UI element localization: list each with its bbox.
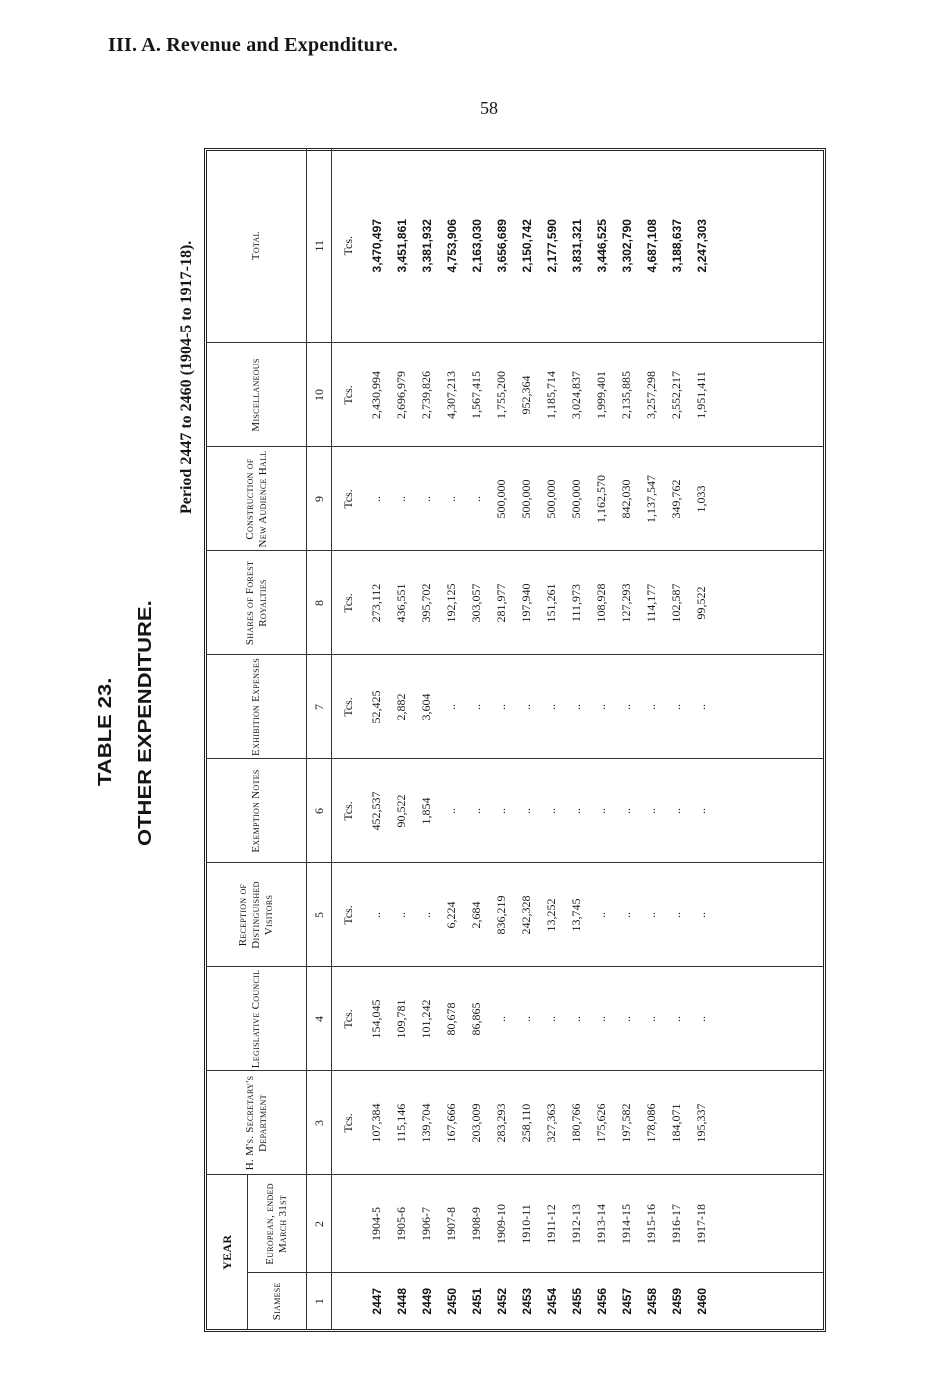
value-cell: 114,177	[639, 551, 664, 655]
value-cell: 2,430,994	[364, 343, 389, 447]
col-header-7: Exhibition Expenses	[207, 655, 307, 759]
total-cell: 3,831,321	[564, 149, 589, 343]
siamese-year-cell: 2449	[419, 1287, 434, 1315]
value-cell: 111,973	[564, 551, 589, 655]
value-cell: 2,552,217	[664, 343, 689, 447]
unit-label	[332, 1175, 365, 1273]
value-cell: ..	[439, 655, 464, 759]
value-cell: ..	[664, 967, 689, 1071]
value-cell: 2,684	[464, 863, 489, 967]
european-year-cell: 1917-18	[689, 1175, 714, 1273]
value-cell: 6,224	[439, 863, 464, 967]
value-cell: 197,582	[614, 1071, 639, 1175]
value-cell: 273,112	[364, 551, 389, 655]
siamese-year-cell: 2460	[694, 1287, 709, 1315]
value-cell: ..	[614, 967, 639, 1071]
unit-label: Tcs.	[332, 655, 365, 759]
total-cell: 3,381,932	[414, 149, 439, 343]
col-header-5: Reception of Distinguished Visitors	[207, 863, 307, 967]
value-cell: ..	[589, 759, 614, 863]
empty-cell	[714, 759, 823, 863]
value-cell: 1,137,547	[639, 447, 664, 551]
value-cell: 86,865	[464, 967, 489, 1071]
siamese-year-cell: 2454	[544, 1287, 559, 1315]
value-cell: ..	[664, 863, 689, 967]
european-year-cell: 1909-10	[489, 1175, 514, 1273]
value-cell: 452,537	[364, 759, 389, 863]
value-cell: 436,551	[389, 551, 414, 655]
european-year-cell: 1910-11	[514, 1175, 539, 1273]
value-cell: ..	[489, 759, 514, 863]
col-header-6: Exemption Notes	[207, 759, 307, 863]
siamese-year-cell: 2447	[369, 1287, 384, 1315]
col-number: 6	[307, 759, 332, 863]
value-cell: 395,702	[414, 551, 439, 655]
col-header-8: Shares of Forest Royalties	[207, 551, 307, 655]
european-year-cell: 1911-12	[539, 1175, 564, 1273]
value-cell: ..	[514, 967, 539, 1071]
value-cell: 500,000	[489, 447, 514, 551]
table-row	[389, 149, 414, 1329]
year-group-header: YEAR	[207, 1175, 248, 1329]
value-cell: ..	[539, 655, 564, 759]
value-cell: 178,086	[639, 1071, 664, 1175]
col-number: 5	[307, 863, 332, 967]
value-cell: 101,242	[414, 967, 439, 1071]
value-cell: ..	[564, 759, 589, 863]
total-cell: 3,446,525	[589, 149, 614, 343]
empty-cell	[714, 343, 823, 447]
table-row	[489, 149, 514, 1329]
value-cell: 500,000	[514, 447, 539, 551]
european-year-cell: 1916-17	[664, 1175, 689, 1273]
value-cell: ..	[589, 863, 614, 967]
table-row	[589, 149, 614, 1329]
european-year-cell: 1913-14	[589, 1175, 614, 1273]
expenditure-table	[204, 148, 826, 1332]
table-title: OTHER EXPENDITURE.	[134, 600, 156, 846]
year-group-row	[207, 149, 248, 1329]
table-row	[664, 149, 689, 1329]
european-year-cell: 1907-8	[439, 1175, 464, 1273]
value-cell: ..	[414, 447, 439, 551]
value-cell: 842,030	[614, 447, 639, 551]
empty-cell	[714, 967, 823, 1071]
section-heading: III. A. Revenue and Expenditure.	[108, 34, 398, 56]
col-header-4: Legislative Council	[207, 967, 307, 1071]
siamese-year-cell: 2451	[469, 1287, 484, 1315]
col-number: 10	[307, 343, 332, 447]
value-cell: ..	[539, 759, 564, 863]
total-cell: 2,177,590	[539, 149, 564, 343]
value-cell: 90,522	[389, 759, 414, 863]
value-cell: 195,337	[689, 1071, 714, 1175]
value-cell: 2,696,979	[389, 343, 414, 447]
value-cell: ..	[389, 863, 414, 967]
value-cell: ..	[589, 967, 614, 1071]
value-cell: 13,745	[564, 863, 589, 967]
table-body	[332, 149, 824, 1329]
european-year-cell: 1905-6	[389, 1175, 414, 1273]
total-cell: 4,687,108	[639, 149, 664, 343]
value-cell: 303,057	[464, 551, 489, 655]
value-cell: 4,307,213	[439, 343, 464, 447]
value-cell: 175,626	[589, 1071, 614, 1175]
european-year-cell: 1912-13	[564, 1175, 589, 1273]
col-number: 8	[307, 551, 332, 655]
empty-cell	[714, 1273, 823, 1329]
value-cell: 1,567,415	[464, 343, 489, 447]
total-cell: 3,451,861	[389, 149, 414, 343]
value-cell: 127,293	[614, 551, 639, 655]
value-cell: ..	[564, 967, 589, 1071]
col-header-11: Total	[207, 149, 307, 343]
value-cell: 836,219	[489, 863, 514, 967]
value-cell: 13,252	[539, 863, 564, 967]
empty-cell	[714, 149, 823, 343]
value-cell: ..	[614, 863, 639, 967]
value-cell: 184,071	[664, 1071, 689, 1175]
table-row	[639, 149, 664, 1329]
value-cell: 500,000	[564, 447, 589, 551]
empty-cell	[714, 655, 823, 759]
value-cell: ..	[589, 655, 614, 759]
col-number: 7	[307, 655, 332, 759]
value-cell: 102,587	[664, 551, 689, 655]
value-cell: 2,135,885	[614, 343, 639, 447]
total-cell: 3,470,497	[364, 149, 389, 343]
siamese-year-cell: 2453	[519, 1287, 534, 1315]
table-row	[564, 149, 589, 1329]
value-cell: 1,033	[689, 447, 714, 551]
page-number: 58	[480, 98, 498, 118]
table-row	[414, 149, 439, 1329]
value-cell: ..	[514, 759, 539, 863]
value-cell: 952,364	[514, 343, 539, 447]
period-line: Period 2447 to 2460 (1904-5 to 1917-18).	[178, 240, 195, 514]
value-cell: ..	[689, 967, 714, 1071]
value-cell: ..	[614, 655, 639, 759]
unit-label	[332, 1273, 365, 1329]
european-year-cell: 1906-7	[414, 1175, 439, 1273]
total-cell: 2,247,303	[689, 149, 714, 343]
value-cell: ..	[364, 447, 389, 551]
value-cell: ..	[639, 655, 664, 759]
value-cell: 283,293	[489, 1071, 514, 1175]
value-cell: 258,110	[514, 1071, 539, 1175]
total-cell: 3,188,637	[664, 149, 689, 343]
value-cell: 281,977	[489, 551, 514, 655]
european-year-cell: 1904-5	[364, 1175, 389, 1273]
col-header-1: Siamese	[248, 1273, 307, 1329]
value-cell: ..	[614, 759, 639, 863]
value-cell: 108,928	[589, 551, 614, 655]
table-row	[464, 149, 489, 1329]
value-cell: 2,739,826	[414, 343, 439, 447]
col-number: 4	[307, 967, 332, 1071]
col-number: 1	[307, 1273, 332, 1329]
siamese-year-cell: 2458	[644, 1287, 659, 1315]
value-cell: 52,425	[364, 655, 389, 759]
total-cell: 3,302,790	[614, 149, 639, 343]
value-cell: ..	[639, 759, 664, 863]
value-cell: ..	[664, 655, 689, 759]
value-cell: ..	[464, 759, 489, 863]
value-cell: ..	[689, 863, 714, 967]
empty-cell	[714, 1175, 823, 1273]
table-row	[539, 149, 564, 1329]
value-cell: 1,999,401	[589, 343, 614, 447]
value-cell: ..	[539, 967, 564, 1071]
value-cell: ..	[689, 759, 714, 863]
col-number: 9	[307, 447, 332, 551]
value-cell: ..	[664, 759, 689, 863]
european-year-cell: 1915-16	[639, 1175, 664, 1273]
value-cell: 197,940	[514, 551, 539, 655]
value-cell: ..	[489, 655, 514, 759]
value-cell: 80,678	[439, 967, 464, 1071]
table-row	[689, 149, 714, 1329]
unit-label: Tcs.	[332, 551, 365, 655]
unit-row	[332, 149, 365, 1329]
table-row	[364, 149, 389, 1329]
siamese-year-cell: 2452	[494, 1287, 509, 1315]
siamese-year-cell: 2459	[669, 1287, 684, 1315]
col-header-10: Miscellaneous	[207, 343, 307, 447]
value-cell: ..	[639, 967, 664, 1071]
value-cell: 107,384	[364, 1071, 389, 1175]
value-cell: 1,162,570	[589, 447, 614, 551]
value-cell: 3,257,298	[639, 343, 664, 447]
value-cell: 192,125	[439, 551, 464, 655]
empty-cell	[714, 863, 823, 967]
value-cell: ..	[439, 759, 464, 863]
siamese-year-cell: 2448	[394, 1287, 409, 1315]
value-cell: 3,604	[414, 655, 439, 759]
value-cell: ..	[464, 655, 489, 759]
value-cell: ..	[689, 655, 714, 759]
col-header-2: European, ended March 31st	[248, 1175, 307, 1273]
siamese-year-cell: 2456	[594, 1287, 609, 1315]
siamese-year-cell: 2450	[444, 1287, 459, 1315]
unit-label: Tcs.	[332, 1071, 365, 1175]
unit-label: Tcs.	[332, 343, 365, 447]
col-number: 11	[307, 149, 332, 343]
filler-row	[714, 149, 823, 1329]
unit-label: Tcs.	[332, 447, 365, 551]
unit-label: Tcs.	[332, 759, 365, 863]
col-number: 3	[307, 1071, 332, 1175]
empty-cell	[714, 551, 823, 655]
value-cell: 1,755,200	[489, 343, 514, 447]
value-cell: ..	[514, 655, 539, 759]
table-row	[614, 149, 639, 1329]
table-row	[514, 149, 539, 1329]
empty-cell	[714, 447, 823, 551]
value-cell: ..	[439, 447, 464, 551]
unit-label: Tcs.	[332, 863, 365, 967]
total-cell: 2,163,030	[464, 149, 489, 343]
value-cell: 1,951,411	[689, 343, 714, 447]
value-cell: 180,766	[564, 1071, 589, 1175]
value-cell: 327,363	[539, 1071, 564, 1175]
siamese-year-cell: 2457	[619, 1287, 634, 1315]
value-cell: ..	[489, 967, 514, 1071]
value-cell: 167,666	[439, 1071, 464, 1175]
value-cell: 151,261	[539, 551, 564, 655]
value-cell: ..	[389, 447, 414, 551]
total-cell: 2,150,742	[514, 149, 539, 343]
value-cell: ..	[564, 655, 589, 759]
siamese-year-cell: 2455	[569, 1287, 584, 1315]
value-cell: ..	[464, 447, 489, 551]
total-cell: 3,656,689	[489, 149, 514, 343]
value-cell: 3,024,837	[564, 343, 589, 447]
value-cell: 109,781	[389, 967, 414, 1071]
value-cell: 1,185,714	[539, 343, 564, 447]
table-number: TABLE 23.	[94, 677, 116, 786]
col-number: 2	[307, 1175, 332, 1273]
value-cell: ..	[639, 863, 664, 967]
col-header-9: Construction of New Audience Hall	[207, 447, 307, 551]
value-cell: 500,000	[539, 447, 564, 551]
european-year-cell: 1914-15	[614, 1175, 639, 1273]
total-cell: 4,753,906	[439, 149, 464, 343]
value-cell: 203,009	[464, 1071, 489, 1175]
value-cell: 2,882	[389, 655, 414, 759]
unit-label: Tcs.	[332, 149, 365, 343]
value-cell: 139,704	[414, 1071, 439, 1175]
european-year-cell: 1908-9	[464, 1175, 489, 1273]
value-cell: 154,045	[364, 967, 389, 1071]
value-cell: 99,522	[689, 551, 714, 655]
empty-cell	[714, 1071, 823, 1175]
unit-label: Tcs.	[332, 967, 365, 1071]
table-row	[439, 149, 464, 1329]
value-cell: 115,146	[389, 1071, 414, 1175]
value-cell: 349,762	[664, 447, 689, 551]
column-number-row	[307, 149, 332, 1329]
value-cell: ..	[414, 863, 439, 967]
value-cell: 242,328	[514, 863, 539, 967]
value-cell: ..	[364, 863, 389, 967]
value-cell: 1,854	[414, 759, 439, 863]
col-header-3: H. M's. Secretary's Department	[207, 1071, 307, 1175]
